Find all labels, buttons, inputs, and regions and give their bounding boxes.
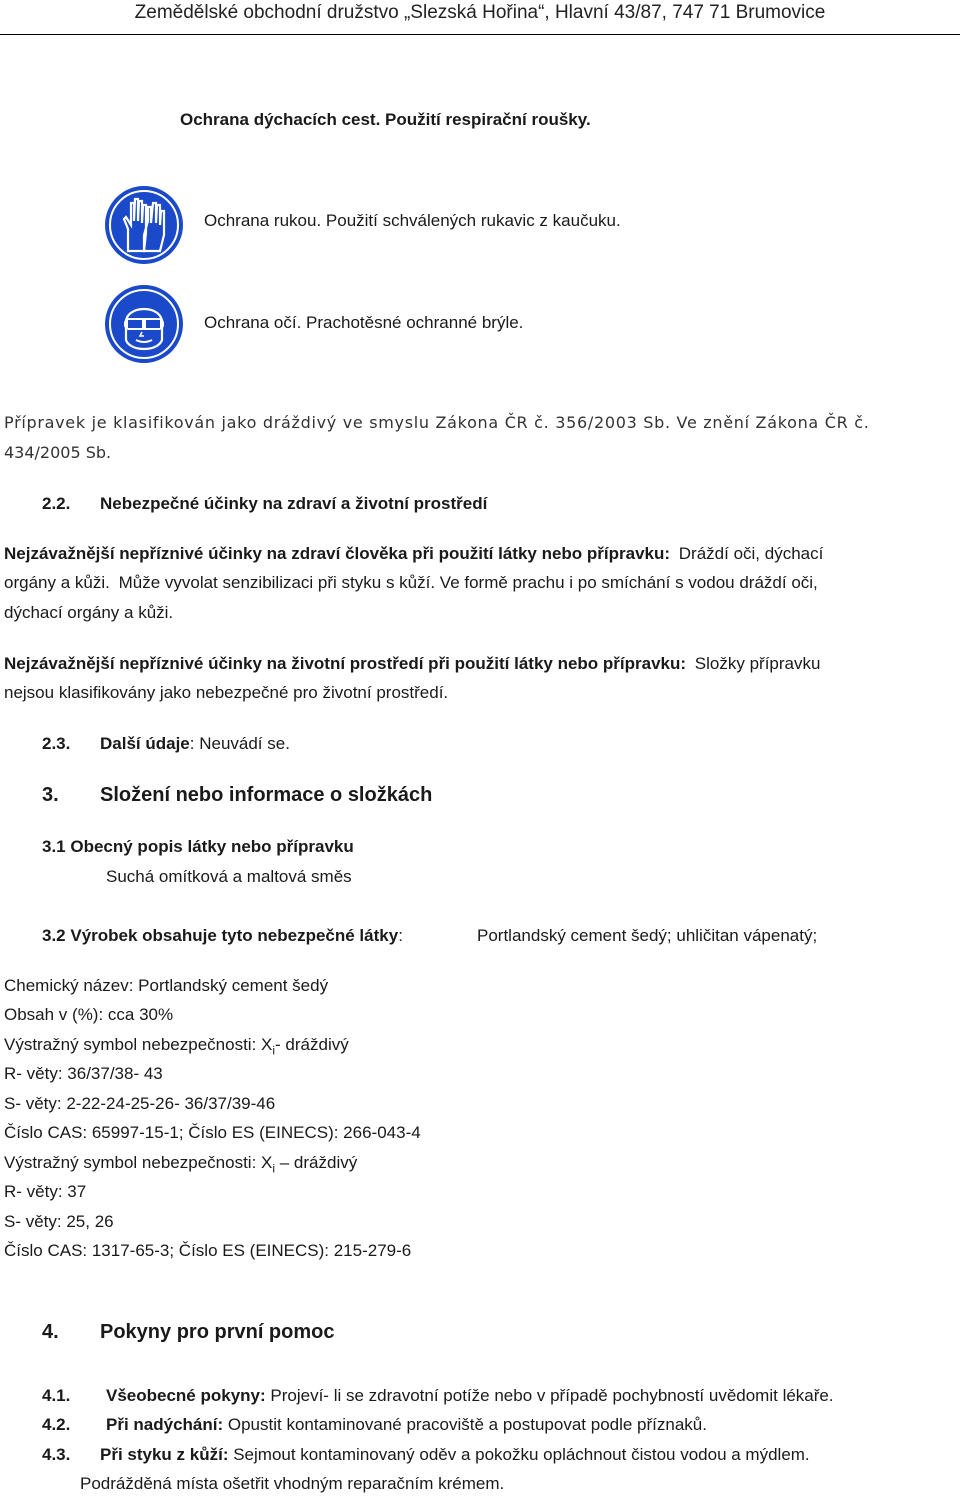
substance-line: Číslo CAS: 1317-65-3; Číslo ES (EINECS): 215-279-6 <box>4 1241 412 1260</box>
health-effects-label: Nejzávažnější nepříznivé účinky na zdraví člověka při použití látky nebo přípravku: <box>4 544 671 563</box>
page-header: Zemědělské obchodní družstvo „Slezská Hořina“, Hlavní 43/87, 747 71 Brumovice <box>134 2 826 23</box>
eye-protection: Ochrana očí. Prachotěsné ochranné brýle. <box>204 313 524 332</box>
section-3-2-text: Portlandský cement šedý; uhličitan vápenatý; <box>477 926 818 945</box>
section-3-2-line <box>42 926 403 946</box>
substance-line: Obsah v (%): cca 30% <box>4 1005 174 1024</box>
substance-line: R- věty: 37 <box>4 1182 87 1201</box>
section-4-item-label: Při nadýchání: <box>106 1415 224 1434</box>
section-3-1-title: 3.1 Obecný popis látky nebo přípravku <box>42 837 354 856</box>
substance-line: Výstražný symbol nebezpečnosti: X <box>4 1153 273 1172</box>
section-4-item-number: 4.2. <box>42 1415 71 1434</box>
hand-protection: Ochrana rukou. Použití schválených rukavic z kaučuku. <box>204 211 621 230</box>
section-4-item-text: Projeví- li se zdravotní potíže nebo v případě pochybností uvědomit lékaře. <box>265 1386 834 1405</box>
section-4-item-label: Všeobecné pokyny: <box>106 1386 266 1405</box>
health-effects-text-4: dýchací orgány a kůži. <box>4 603 174 622</box>
header-divider <box>0 34 960 35</box>
section-3-title: Složení nebo informace o složkách <box>100 784 433 806</box>
section-3-2-title: 3.2 Výrobek obsahuje tyto nebezpečné látky <box>42 926 399 945</box>
symbol-suffix: – dráždivý <box>275 1153 358 1172</box>
env-effects-label: Nejzávažnější nepříznivé účinky na životní prostředí při použití látky nebo přípravku: <box>4 654 687 673</box>
section-2-3-line <box>100 734 290 754</box>
health-effects-text-2: orgány a kůži. <box>4 573 110 592</box>
goggles-icon <box>104 284 184 364</box>
substance-line: Číslo CAS: 65997-15-1; Číslo ES (EINECS): 266-043-4 <box>4 1123 421 1142</box>
env-effects-text-1: Složky přípravku <box>694 654 821 673</box>
health-effects-text-1: Dráždí oči, dýchací <box>678 544 824 563</box>
section-4-item-text: Opustit kontaminované pracoviště a postupovat podle příznaků. <box>223 1415 707 1434</box>
section-4-item <box>106 1415 707 1435</box>
health-effects-line-1 <box>4 544 823 564</box>
symbol-subscript: i <box>272 1161 276 1176</box>
section-2-3-label: Další údaje <box>100 734 190 753</box>
classification-line-2: 434/2005 Sb. <box>4 443 112 462</box>
section-4-item <box>106 1386 834 1406</box>
substance-line: Chemický název: Portlandský cement šedý <box>4 976 329 995</box>
substance-symbol-line <box>4 1035 349 1057</box>
section-2-3-number: 2.3. <box>42 734 71 753</box>
symbol-subscript: i <box>272 1043 276 1058</box>
env-effects-text-2: nejsou klasifikovány jako nebezpečné pro životní prostředí. <box>4 683 449 702</box>
section-3-number: 3. <box>42 784 59 806</box>
section-4-item-number: 4.3. <box>42 1445 71 1464</box>
substance-line: S- věty: 2-22-24-25-26- 36/37/39-46 <box>4 1094 276 1113</box>
env-effects-line-1 <box>4 654 820 674</box>
section-2-2-number: 2.2. <box>42 494 71 513</box>
section-2-3-text: : Neuvádí se. <box>189 734 290 753</box>
section-4-item <box>100 1445 810 1465</box>
section-3-1-text: Suchá omítková a maltová směs <box>106 867 352 886</box>
section-3-2-colon: : <box>398 926 403 945</box>
classification-line-1: Přípravek je klasifikován jako dráždivý ve smyslu Zákona ČR č. 356/2003 Sb. Ve znění Zákona ČR č. <box>4 413 870 432</box>
section-4-number: 4. <box>42 1321 59 1343</box>
respiratory-protection: Ochrana dýchacích cest. Použití respirační roušky. <box>180 110 591 129</box>
section-4-item-number: 4.1. <box>42 1386 71 1405</box>
section-4-item-label: Při styku z kůží: <box>100 1445 229 1464</box>
substance-line: R- věty: 36/37/38- 43 <box>4 1064 163 1083</box>
section-4-item-text: Sejmout kontaminovaný oděv a pokožku opláchnout čistou vodou a mýdlem. <box>228 1445 810 1464</box>
gloves-icon <box>104 185 184 265</box>
health-effects-line-2 <box>4 573 818 593</box>
symbol-suffix: - dráždivý <box>275 1035 349 1054</box>
section-4-item-continuation: Podrážděná místa ošetřit vhodným reparačním krémem. <box>80 1474 505 1493</box>
section-2-2-title: Nebezpečné účinky na zdraví a životní prostředí <box>100 494 488 513</box>
substance-symbol-line <box>4 1153 357 1175</box>
section-4-title: Pokyny pro první pomoc <box>100 1321 335 1343</box>
substance-line: S- věty: 25, 26 <box>4 1212 114 1231</box>
health-effects-text-3: Může vyvolat senzibilizaci při styku s kůží. Ve formě prachu i po smíchání s vodou dráždí oči, <box>118 573 818 592</box>
substance-line: Výstražný symbol nebezpečnosti: X <box>4 1035 273 1054</box>
